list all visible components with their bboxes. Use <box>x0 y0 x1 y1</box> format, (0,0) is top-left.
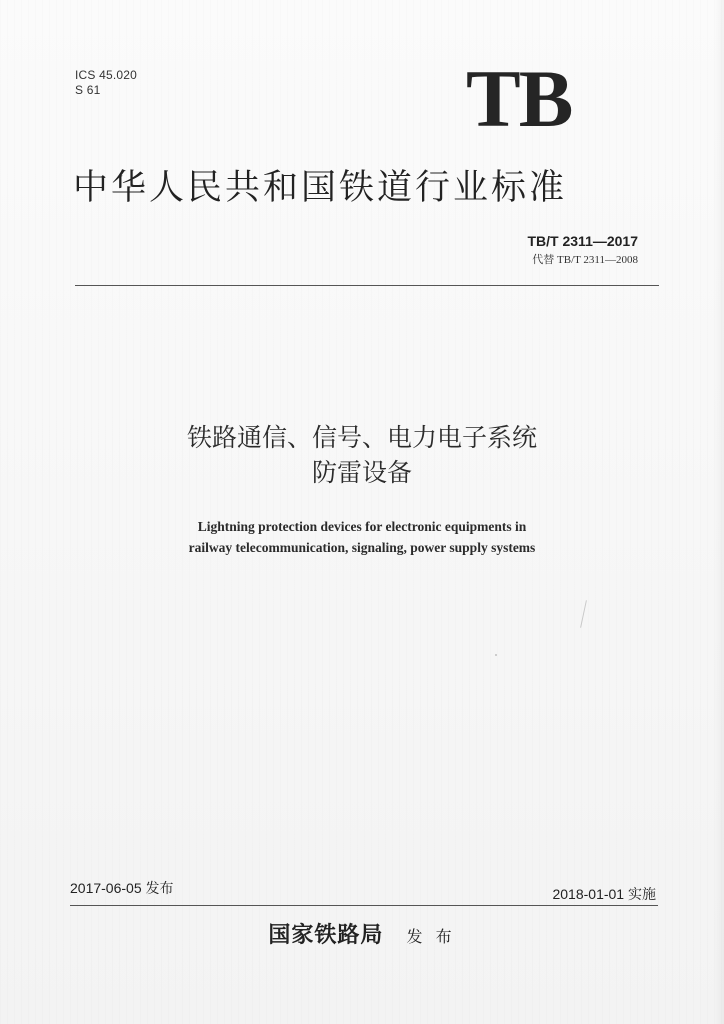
issue-date: 2017-06-05 发布 <box>70 880 174 896</box>
standard-number: TB/T 2311—2017 <box>527 233 638 249</box>
publisher-line <box>0 920 724 952</box>
top-divider <box>75 285 659 286</box>
tb-logo: TB <box>466 53 572 144</box>
classification-block <box>75 68 137 98</box>
implementation-date: 2018-01-01 实施 <box>552 886 656 902</box>
scan-dot <box>495 654 497 656</box>
english-subject-title <box>0 516 724 558</box>
english-subject-line-1: Lightning protection devices for electronic equipments in <box>197 519 527 534</box>
english-subject-line-2: railway telecommunication, signaling, power supply systems <box>188 540 536 555</box>
ics-code: ICS 45.020 <box>75 68 138 82</box>
chinese-subject-line-1: 铁路通信、信号、电力电子系统 <box>186 423 537 452</box>
document-title: 中华人民共和国铁道行业标准 <box>73 168 568 208</box>
page-edge-shadow <box>714 0 724 1024</box>
scan-mark <box>580 600 587 628</box>
chinese-subject-line-2: 防雷设备 <box>311 458 412 487</box>
bottom-divider <box>70 905 658 906</box>
publisher-name: 国家铁路局 <box>268 922 384 948</box>
standard-replaces: 代替 TB/T 2311—2008 <box>532 254 638 266</box>
chinese-subject-title <box>0 420 724 490</box>
publisher-action: 发 布 <box>406 927 456 946</box>
classification-code: S 61 <box>75 83 101 97</box>
